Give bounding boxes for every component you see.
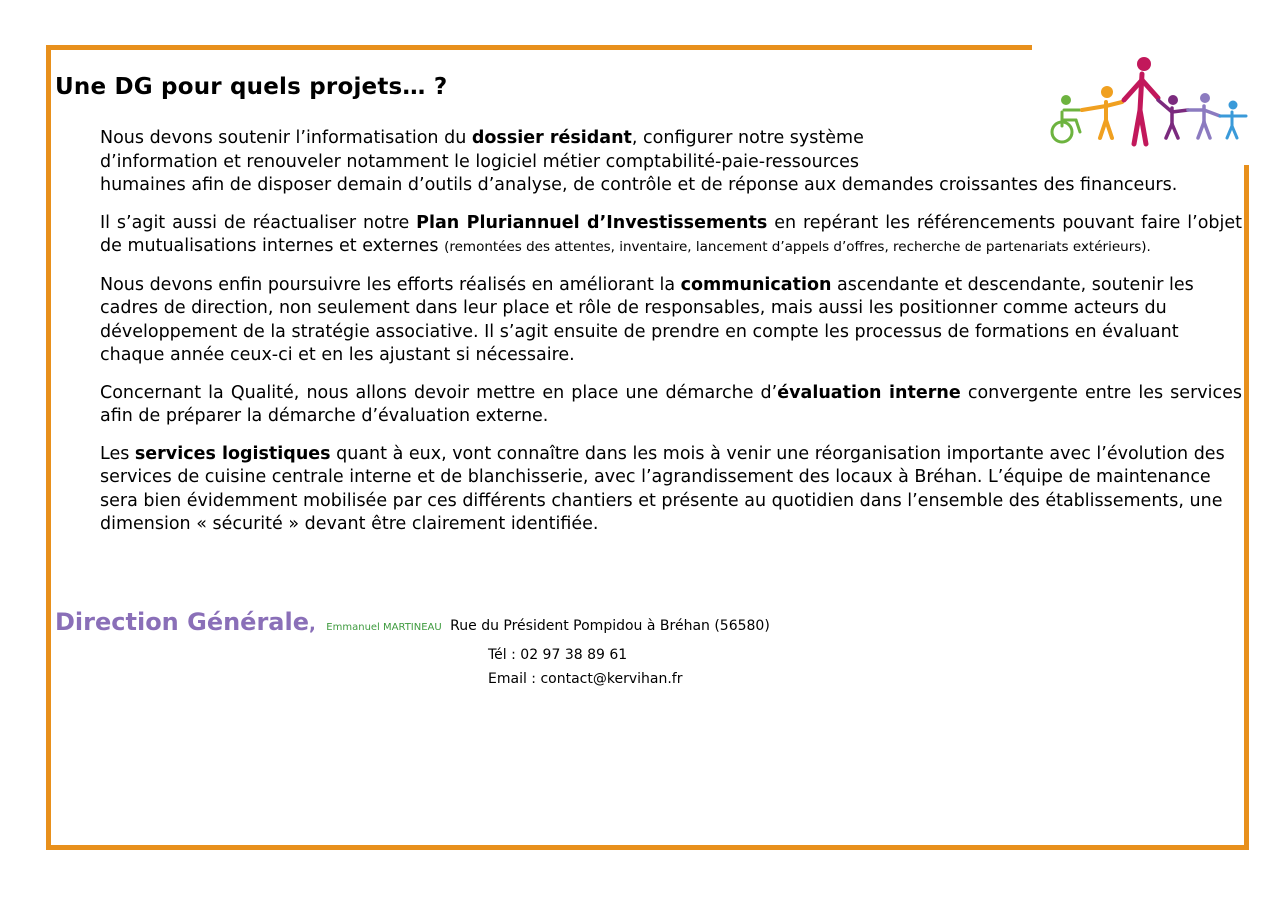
footer-signature	[55, 608, 770, 636]
p5-bold-services: services logistiques	[134, 443, 331, 464]
p2-bold-plan: Plan Pluriannuel d’Investissements	[416, 212, 768, 233]
p1-text-4: humaines afin de disposer demain d’outils d’analyse, de contrôle et de réponse aux demandes croissantes des financeurs.	[100, 175, 1178, 195]
direction-comma: ,	[309, 614, 316, 635]
p2-text-1: Il s’agit aussi de réactualiser notre	[100, 212, 417, 233]
p4-bold-evaluation: évaluation interne	[777, 382, 961, 403]
p5-text-1: Les	[100, 443, 135, 464]
page-title: Une DG pour quels projets… ?	[55, 74, 448, 100]
paragraph-logistique	[100, 443, 1242, 537]
paragraph-investissements	[100, 212, 1242, 260]
frame-left-border	[46, 45, 51, 850]
direction-generale-label: Direction Générale	[55, 608, 309, 636]
frame-bottom-border	[46, 845, 1249, 850]
frame-top-border	[46, 45, 1032, 50]
p2-small-note: (remontées des attentes, inventaire, lancement d’appels d’offres, recherche de partenariats extérieurs).	[444, 239, 1151, 255]
p1-bold-dossier: dossier résidant	[471, 128, 632, 148]
phone-number: Tél : 02 97 38 89 61	[488, 647, 628, 663]
p3-text-2: ascendante et descendante, soutenir les cadres de direction, non seulement dans leur place et rôle de responsables, mais aussi les positionner comme acteurs du développement de la stratégie associative. Il s’agit ensuite de prendre en compte les processus de formations en évaluant chaque année ceux-ci et en les ajustant si nécessaire.	[100, 274, 1194, 365]
p3-text-1: Nous devons enfin poursuivre les efforts réalisés en améliorant la	[100, 274, 681, 295]
p4-text-1: Concernant la Qualité, nous allons devoir mettre en place une démarche d’	[100, 382, 778, 403]
email-address: Email : contact@kervihan.fr	[488, 671, 683, 687]
postal-address: Rue du Président Pompidou à Bréhan (56580)	[450, 618, 770, 634]
p5-text-2: quant à eux, vont connaître dans les mois à venir une réorganisation importante avec l’évolution des services de cuisine centrale interne et de blanchisserie, avec l’agrandissement des locaux à Bréhan. L’équipe de maintenance sera bien évidemment mobilisée par ces différents chantiers et présente au quotidien dans l’ensemble des établissements, une dimension « sécurité » devant être clairement identifiée.	[100, 443, 1225, 534]
paragraph-qualite	[100, 382, 1242, 429]
p1-text-1: Nous devons soutenir l’informatisation du	[100, 128, 472, 148]
paragraph-informatisation	[100, 127, 1242, 198]
p1-text-3: d’information et renouveler notamment le logiciel métier comptabilité-paie-ressources	[100, 151, 860, 172]
frame-right-border	[1244, 165, 1249, 850]
p3-bold-communication: communication	[680, 274, 832, 295]
document-body	[100, 127, 1242, 551]
paragraph-communication	[100, 274, 1242, 368]
p2-text-2: en repérant les référencements pouvant faire l’objet de mutualisations internes et externes	[100, 212, 1242, 256]
director-name: Emmanuel MARTINEAU	[326, 622, 442, 633]
p1-text-2: , configurer notre système	[631, 128, 864, 148]
p4-text-2: convergente entre les services afin de préparer la démarche d’évaluation externe.	[100, 382, 1242, 426]
